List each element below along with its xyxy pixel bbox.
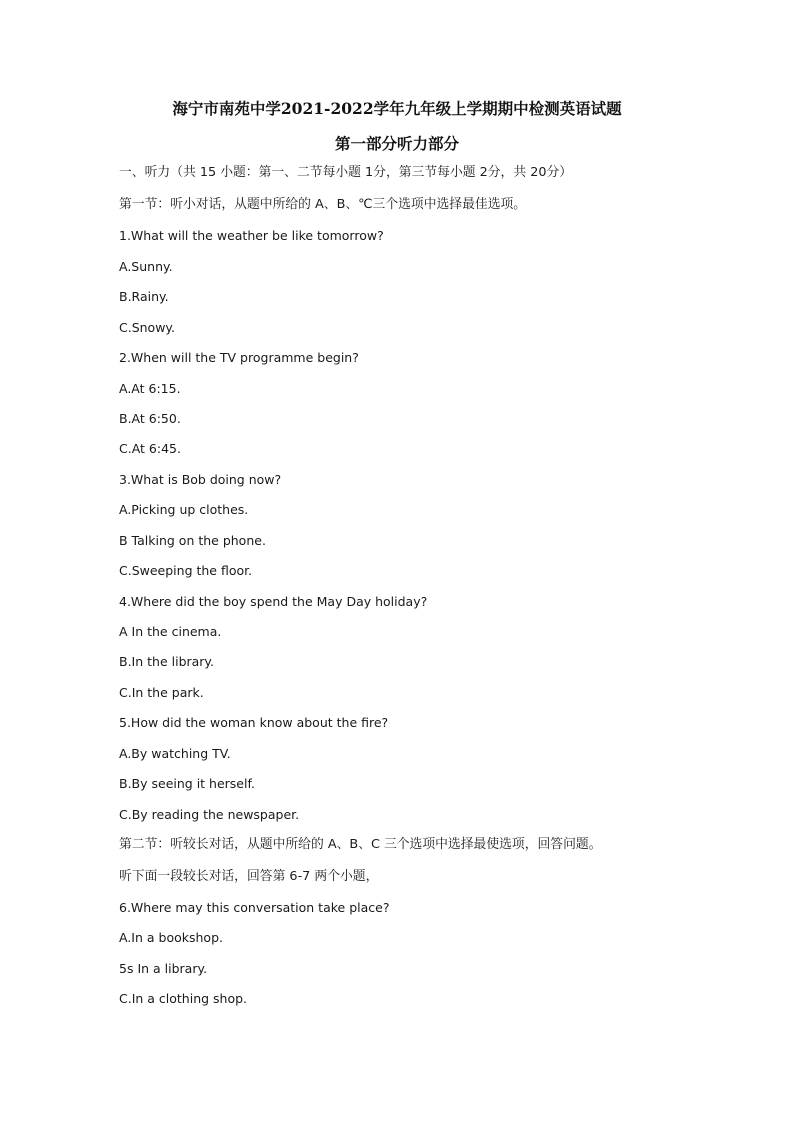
question-4-option-b: B.In the library.	[119, 654, 215, 669]
question-1: 1.What will the weather be like tomorrow?	[119, 228, 384, 243]
question-1-option-b: B.Rainy.	[119, 289, 169, 304]
question-1-option-a: A.Sunny.	[119, 259, 173, 274]
question-2-option-a: A.At 6:15.	[119, 381, 181, 396]
question-4-option-a: A In the cinema.	[119, 624, 222, 639]
question-5-option-c: C.By reading the newspaper.	[119, 807, 300, 822]
section-heading: 一、听力（共 15 小题：第一、二节每小题 1分，第三节每小题 2分，共 20分）	[119, 165, 573, 180]
question-1-option-c: C.Snowy.	[119, 320, 176, 335]
exam-title: 海宁市南苑中学2021-2022学年九年级上学期期中检测英语试题	[172, 99, 622, 118]
question-3-option-c: C.Sweeping the floor.	[119, 563, 253, 578]
question-4-option-c: C.In the park.	[119, 685, 204, 700]
question-2-option-c: C.At 6:45.	[119, 441, 181, 456]
question-6: 6.Where may this conversation take place?	[119, 900, 390, 915]
part-title: 第一部分听力部分	[334, 134, 459, 153]
part1-instruction: 第一节：听小对话，从题中所给的 A、B、℃三个选项中选择最佳选项。	[119, 197, 527, 212]
question-5-option-b: B.By seeing it herself.	[119, 776, 255, 791]
question-5-option-a: A.By watching TV.	[119, 746, 231, 761]
question-4: 4.Where did the boy spend the May Day holiday?	[119, 594, 428, 609]
question-5: 5.How did the woman know about the fire?	[119, 715, 389, 730]
question-2-option-b: B.At 6:50.	[119, 411, 181, 426]
question-3: 3.What is Bob doing now?	[119, 472, 282, 487]
question-3-option-a: A.Picking up clothes.	[119, 502, 249, 517]
question-6-option-a: A.In a bookshop.	[119, 930, 223, 945]
question-3-option-b: B Talking on the phone.	[119, 533, 266, 548]
part2-instruction: 第二节：听较长对话，从题中所给的 A、B、C 三个选项中选择最使选项，回答问题。	[119, 837, 602, 852]
question-6-option-b: 5s In a library.	[119, 961, 208, 976]
question-6-option-c: C.In a clothing shop.	[119, 991, 248, 1006]
dialogue-note: 听下面一段较长对话，回答第 6-7 两个小题，	[119, 869, 379, 884]
question-2: 2.When will the TV programme begin?	[119, 350, 359, 365]
